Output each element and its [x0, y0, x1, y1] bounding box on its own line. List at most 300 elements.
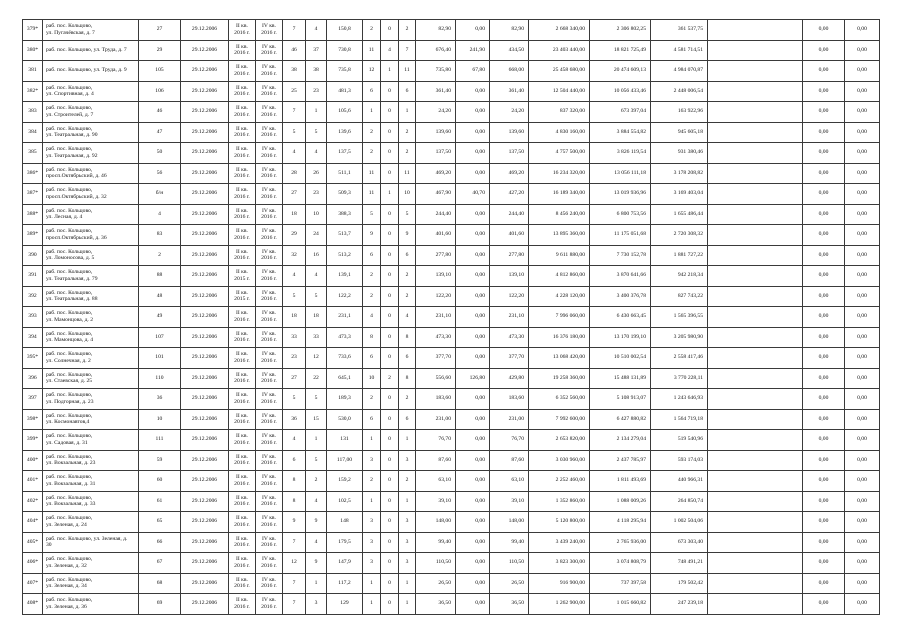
cell-total-area: 159,2	[327, 471, 363, 492]
cell-row-number: 396	[23, 368, 43, 389]
cell-end-quarter: IV кв. 2016 г.	[256, 471, 283, 492]
cell-apartments-total: 2	[363, 20, 381, 41]
cell-permit-date: 29.12.2006	[181, 368, 229, 389]
cell-apartments-municipal: 6	[399, 245, 416, 266]
cell-extra-b: 0,00	[845, 532, 880, 553]
cell-address: раб. пос. Кольцово, просп.Октябрьский, д. 36	[43, 225, 139, 246]
cell-total-area: 179,5	[327, 532, 363, 553]
cell-row-number: 393	[23, 307, 43, 328]
cell-house-number: 29	[139, 40, 181, 61]
cell-total-cost: 4 830 160,00	[529, 122, 590, 143]
cell-end-quarter: IV кв. 2016 г.	[256, 204, 283, 225]
cell-extra-a: 0,00	[803, 430, 845, 451]
cell-extra-b: 0,00	[845, 573, 880, 594]
cell-apartments-private: 0	[381, 204, 399, 225]
cell-extra-a: 0,00	[803, 184, 845, 205]
cell-row-number: 399*	[23, 430, 43, 451]
cell-resettled-count: 4	[306, 20, 327, 41]
cell-start-quarter: II кв. 2015 г.	[229, 286, 256, 307]
cell-extra-a: 0,00	[803, 471, 845, 492]
cell-start-quarter: II кв. 2015 г.	[229, 266, 256, 287]
table-row	[23, 573, 880, 594]
cell-private-area: 0,00	[456, 409, 490, 430]
cell-end-quarter: IV кв. 2016 г.	[256, 143, 283, 164]
cell-total-area: 139,1	[327, 266, 363, 287]
cell-extra-b: 0,00	[845, 512, 880, 533]
cell-emergency-area: 556,60	[416, 368, 456, 389]
cell-budget-cost: 163 922,96	[651, 102, 708, 123]
cell-apartments-private: 0	[381, 266, 399, 287]
cell-apartments-municipal: 2	[399, 389, 416, 410]
cell-apartments-municipal: 4	[399, 307, 416, 328]
table-row	[23, 327, 880, 348]
table-row	[23, 307, 880, 328]
cell-end-quarter: IV кв. 2016 г.	[256, 512, 283, 533]
cell-extra-a: 0,00	[803, 450, 845, 471]
cell-emergency-area: 76,70	[416, 430, 456, 451]
cell-address: раб. пос. Кольцово, ул. Театральная, д. 79	[43, 266, 139, 287]
cell-start-quarter: II кв. 2016 г.	[229, 40, 256, 61]
cell-row-number: 388*	[23, 204, 43, 225]
cell-municipal-area: 139,60	[490, 122, 529, 143]
cell-extra-b: 0,00	[845, 20, 880, 41]
cell-address: раб. пос. Кольцово, ул. Вокзальная, д. 23	[43, 450, 139, 471]
cell-address: раб. пос. Кольцово, ул. Пугачёвская, д. 7	[43, 20, 139, 41]
cell-emergency-area: 137,50	[416, 143, 456, 164]
cell-end-quarter: IV кв. 2016 г.	[256, 389, 283, 410]
table-row	[23, 512, 880, 533]
cell-private-area: 0,00	[456, 532, 490, 553]
cell-end-quarter: IV кв. 2016 г.	[256, 307, 283, 328]
cell-permit-date: 29.12.2006	[181, 573, 229, 594]
cell-residents-count: 5	[283, 286, 306, 307]
cell-permit-date: 29.12.2006	[181, 20, 229, 41]
cell-total-area: 733,6	[327, 348, 363, 369]
cell-extra-b: 0,00	[845, 389, 880, 410]
cell-municipal-area: 122,20	[490, 286, 529, 307]
cell-start-quarter: II кв. 2016 г.	[229, 368, 256, 389]
cell-house-number: 36	[139, 389, 181, 410]
cell-house-number: б/н	[139, 184, 181, 205]
cell-resettled-count: 4	[306, 143, 327, 164]
cell-extra-b: 0,00	[845, 40, 880, 61]
cell-house-number: 88	[139, 266, 181, 287]
cell-apartments-total: 3	[363, 532, 381, 553]
cell-house-number: 101	[139, 348, 181, 369]
cell-end-quarter: IV кв. 2016 г.	[256, 430, 283, 451]
cell-emergency-area: 99,40	[416, 532, 456, 553]
cell-start-quarter: II кв. 2016 г.	[229, 553, 256, 574]
cell-emergency-area: 87,60	[416, 450, 456, 471]
cell-apartments-municipal: 3	[399, 553, 416, 574]
cell-total-area: 117,2	[327, 573, 363, 594]
cell-reserved	[708, 450, 803, 471]
cell-permit-date: 29.12.2006	[181, 122, 229, 143]
cell-reserved	[708, 409, 803, 430]
cell-extra-b: 0,00	[845, 348, 880, 369]
cell-start-quarter: II кв. 2016 г.	[229, 61, 256, 82]
cell-private-area: 0,00	[456, 450, 490, 471]
cell-fund-cost: 10 056 433,46	[590, 81, 651, 102]
cell-fund-cost: 6 800 753,56	[590, 204, 651, 225]
cell-apartments-total: 8	[363, 327, 381, 348]
cell-fund-cost: 1 015 660,82	[590, 594, 651, 615]
cell-permit-date: 29.12.2006	[181, 266, 229, 287]
cell-municipal-area: 148,00	[490, 512, 529, 533]
cell-end-quarter: IV кв. 2016 г.	[256, 266, 283, 287]
cell-total-area: 473,3	[327, 327, 363, 348]
cell-apartments-municipal: 2	[399, 266, 416, 287]
cell-extra-a: 0,00	[803, 143, 845, 164]
cell-apartments-municipal: 3	[399, 512, 416, 533]
cell-residents-count: 23	[283, 348, 306, 369]
cell-row-number: 389*	[23, 225, 43, 246]
table-row	[23, 184, 880, 205]
cell-total-cost: 916 900,00	[529, 573, 590, 594]
cell-municipal-area: 63,10	[490, 471, 529, 492]
cell-resettled-count: 2	[306, 471, 327, 492]
cell-extra-a: 0,00	[803, 225, 845, 246]
cell-municipal-area: 473,30	[490, 327, 529, 348]
cell-private-area: 0,00	[456, 102, 490, 123]
cell-apartments-municipal: 1	[399, 491, 416, 512]
cell-apartments-municipal: 5	[399, 204, 416, 225]
cell-reserved	[708, 81, 803, 102]
cell-apartments-municipal: 9	[399, 225, 416, 246]
cell-reserved	[708, 327, 803, 348]
cell-total-area: 509,3	[327, 184, 363, 205]
cell-residents-count: 25	[283, 81, 306, 102]
cell-budget-cost: 4 984 070,87	[651, 61, 708, 82]
cell-total-cost: 5 120 800,00	[529, 512, 590, 533]
cell-total-area: 147,9	[327, 553, 363, 574]
cell-municipal-area: 26,50	[490, 573, 529, 594]
cell-private-area: 0,00	[456, 163, 490, 184]
cell-apartments-total: 3	[363, 553, 381, 574]
cell-start-quarter: II кв. 2016 г.	[229, 450, 256, 471]
cell-row-number: 391	[23, 266, 43, 287]
cell-apartments-private: 0	[381, 532, 399, 553]
cell-apartments-municipal: 1	[399, 102, 416, 123]
cell-row-number: 394	[23, 327, 43, 348]
cell-fund-cost: 20 474 609,13	[590, 61, 651, 82]
cell-permit-date: 29.12.2006	[181, 594, 229, 615]
cell-extra-a: 0,00	[803, 368, 845, 389]
cell-municipal-area: 82,90	[490, 20, 529, 41]
cell-start-quarter: II кв. 2016 г.	[229, 184, 256, 205]
cell-permit-date: 29.12.2006	[181, 245, 229, 266]
cell-row-number: 401*	[23, 471, 43, 492]
cell-apartments-private: 1	[381, 184, 399, 205]
cell-total-cost: 4 228 120,00	[529, 286, 590, 307]
cell-address: раб. пос. Кольцово, ул. Театральная, д. 92	[43, 143, 139, 164]
cell-apartments-total: 1	[363, 491, 381, 512]
cell-permit-date: 29.12.2006	[181, 81, 229, 102]
cell-budget-cost: 440 966,31	[651, 471, 708, 492]
cell-residents-count: 4	[283, 430, 306, 451]
cell-reserved	[708, 122, 803, 143]
cell-start-quarter: II кв. 2016 г.	[229, 245, 256, 266]
cell-budget-cost: 2 720 308,32	[651, 225, 708, 246]
cell-end-quarter: IV кв. 2016 г.	[256, 327, 283, 348]
cell-apartments-municipal: 2	[399, 122, 416, 143]
cell-apartments-total: 6	[363, 245, 381, 266]
cell-apartments-private: 0	[381, 512, 399, 533]
cell-total-cost: 2 252 460,00	[529, 471, 590, 492]
cell-apartments-private: 0	[381, 348, 399, 369]
cell-total-cost: 8 456 240,00	[529, 204, 590, 225]
cell-fund-cost: 2 306 802,25	[590, 20, 651, 41]
cell-residents-count: 5	[283, 122, 306, 143]
cell-budget-cost: 3 205 980,90	[651, 327, 708, 348]
cell-row-number: 408*	[23, 594, 43, 615]
cell-private-area: 40,70	[456, 184, 490, 205]
cell-row-number: 382*	[23, 81, 43, 102]
cell-emergency-area: 110,50	[416, 553, 456, 574]
cell-fund-cost: 11 175 051,68	[590, 225, 651, 246]
cell-fund-cost: 3 884 554,82	[590, 122, 651, 143]
cell-extra-b: 0,00	[845, 266, 880, 287]
cell-total-area: 388,3	[327, 204, 363, 225]
cell-permit-date: 29.12.2006	[181, 143, 229, 164]
cell-fund-cost: 13 056 111,18	[590, 163, 651, 184]
cell-residents-count: 46	[283, 40, 306, 61]
cell-apartments-private: 0	[381, 430, 399, 451]
cell-start-quarter: II кв. 2016 г.	[229, 20, 256, 41]
cell-extra-a: 0,00	[803, 553, 845, 574]
cell-resettled-count: 1	[306, 430, 327, 451]
cell-extra-a: 0,00	[803, 245, 845, 266]
cell-reserved	[708, 512, 803, 533]
cell-start-quarter: II кв. 2016 г.	[229, 573, 256, 594]
cell-emergency-area: 401,60	[416, 225, 456, 246]
cell-address: раб. пос. Кольцово, ул. Зеленая, д. 30	[43, 532, 139, 553]
cell-apartments-municipal: 11	[399, 61, 416, 82]
cell-end-quarter: IV кв. 2016 г.	[256, 61, 283, 82]
cell-total-cost: 6 352 560,00	[529, 389, 590, 410]
cell-emergency-area: 183,60	[416, 389, 456, 410]
cell-row-number: 407*	[23, 573, 43, 594]
cell-house-number: 50	[139, 143, 181, 164]
cell-residents-count: 5	[283, 389, 306, 410]
cell-apartments-total: 12	[363, 61, 381, 82]
cell-extra-b: 0,00	[845, 61, 880, 82]
cell-end-quarter: IV кв. 2016 г.	[256, 594, 283, 615]
table-row	[23, 450, 880, 471]
cell-resettled-count: 37	[306, 40, 327, 61]
cell-start-quarter: II кв. 2016 г.	[229, 389, 256, 410]
cell-emergency-area: 473,30	[416, 327, 456, 348]
cell-apartments-private: 0	[381, 163, 399, 184]
cell-fund-cost: 1 088 009,26	[590, 491, 651, 512]
cell-reserved	[708, 573, 803, 594]
cell-end-quarter: IV кв. 2016 г.	[256, 102, 283, 123]
cell-house-number: 69	[139, 594, 181, 615]
cell-apartments-private: 0	[381, 143, 399, 164]
cell-address: раб. пос. Кольцово, просп.Октябрьский, д. 46	[43, 163, 139, 184]
cell-row-number: 397	[23, 389, 43, 410]
cell-apartments-municipal: 2	[399, 471, 416, 492]
cell-apartments-total: 3	[363, 512, 381, 533]
cell-municipal-area: 183,60	[490, 389, 529, 410]
cell-emergency-area: 39,10	[416, 491, 456, 512]
cell-resettled-count: 5	[306, 450, 327, 471]
cell-apartments-private: 0	[381, 594, 399, 615]
cell-fund-cost: 3 074 808,79	[590, 553, 651, 574]
cell-budget-cost: 1 002 504,06	[651, 512, 708, 533]
cell-house-number: 48	[139, 286, 181, 307]
cell-reserved	[708, 204, 803, 225]
table-row	[23, 491, 880, 512]
cell-house-number: 61	[139, 491, 181, 512]
cell-apartments-private: 0	[381, 327, 399, 348]
cell-total-area: 730,8	[327, 40, 363, 61]
table-row	[23, 143, 880, 164]
cell-row-number: 383	[23, 102, 43, 123]
cell-fund-cost: 1 811 493,69	[590, 471, 651, 492]
cell-private-area: 0,00	[456, 20, 490, 41]
cell-reserved	[708, 471, 803, 492]
cell-total-cost: 4 757 500,00	[529, 143, 590, 164]
cell-municipal-area: 401,60	[490, 225, 529, 246]
cell-start-quarter: II кв. 2016 г.	[229, 512, 256, 533]
cell-end-quarter: IV кв. 2016 г.	[256, 573, 283, 594]
cell-address: раб. пос. Кольцово, ул. Солнечная, д. 2	[43, 348, 139, 369]
cell-budget-cost: 519 540,96	[651, 430, 708, 451]
cell-budget-cost: 1 565 396,55	[651, 307, 708, 328]
cell-private-area: 67,80	[456, 61, 490, 82]
table-row	[23, 553, 880, 574]
cell-permit-date: 29.12.2006	[181, 389, 229, 410]
cell-municipal-area: 231,10	[490, 307, 529, 328]
cell-private-area: 0,00	[456, 594, 490, 615]
cell-apartments-private: 0	[381, 245, 399, 266]
cell-house-number: 49	[139, 307, 181, 328]
cell-total-cost: 837 320,00	[529, 102, 590, 123]
cell-residents-count: 8	[283, 471, 306, 492]
cell-private-area: 0,00	[456, 573, 490, 594]
cell-extra-b: 0,00	[845, 409, 880, 430]
cell-budget-cost: 827 743,22	[651, 286, 708, 307]
cell-total-cost: 2 653 820,00	[529, 430, 590, 451]
cell-row-number: 404*	[23, 512, 43, 533]
cell-extra-a: 0,00	[803, 348, 845, 369]
table-body	[23, 20, 880, 615]
cell-address: раб. пос. Кольцово, просп.Октябрьский, д. 32	[43, 184, 139, 205]
cell-reserved	[708, 553, 803, 574]
cell-extra-a: 0,00	[803, 204, 845, 225]
cell-emergency-area: 377,70	[416, 348, 456, 369]
cell-fund-cost: 6 427 880,82	[590, 409, 651, 430]
cell-budget-cost: 945 605,18	[651, 122, 708, 143]
cell-apartments-total: 5	[363, 204, 381, 225]
cell-permit-date: 29.12.2006	[181, 40, 229, 61]
cell-reserved	[708, 286, 803, 307]
cell-total-cost: 3 030 960,00	[529, 450, 590, 471]
cell-permit-date: 29.12.2006	[181, 409, 229, 430]
cell-private-area: 0,00	[456, 225, 490, 246]
cell-municipal-area: 76,70	[490, 430, 529, 451]
cell-apartments-municipal: 10	[399, 184, 416, 205]
cell-apartments-total: 1	[363, 430, 381, 451]
cell-apartments-private: 0	[381, 553, 399, 574]
cell-apartments-municipal: 2	[399, 20, 416, 41]
cell-address: раб. пос. Кольцово, ул. Ломоносова, д. 5	[43, 245, 139, 266]
cell-resettled-count: 4	[306, 266, 327, 287]
cell-municipal-area: 139,10	[490, 266, 529, 287]
cell-house-number: 68	[139, 573, 181, 594]
cell-row-number: 384	[23, 122, 43, 143]
cell-apartments-private: 0	[381, 102, 399, 123]
cell-house-number: 110	[139, 368, 181, 389]
cell-address: раб. пос. Кольцово, ул. Вокзальная, д. 33	[43, 491, 139, 512]
cell-total-area: 231,1	[327, 307, 363, 328]
cell-start-quarter: II кв. 2016 г.	[229, 163, 256, 184]
cell-private-area: 0,00	[456, 122, 490, 143]
table-row	[23, 471, 880, 492]
cell-address: раб. пос. Кольцово, ул. Мамонцова, д. 2	[43, 307, 139, 328]
cell-total-area: 530,0	[327, 409, 363, 430]
cell-fund-cost: 737 397,58	[590, 573, 651, 594]
cell-private-area: 0,00	[456, 266, 490, 287]
cell-row-number: 380*	[23, 40, 43, 61]
cell-apartments-municipal: 6	[399, 348, 416, 369]
cell-extra-b: 0,00	[845, 122, 880, 143]
cell-apartments-private: 0	[381, 471, 399, 492]
cell-row-number: 386*	[23, 163, 43, 184]
cell-total-cost: 13 895 360,00	[529, 225, 590, 246]
table-row	[23, 225, 880, 246]
table-row	[23, 61, 880, 82]
cell-extra-b: 0,00	[845, 471, 880, 492]
cell-fund-cost: 4 118 295,94	[590, 512, 651, 533]
cell-budget-cost: 4 581 714,51	[651, 40, 708, 61]
cell-budget-cost: 1 881 727,22	[651, 245, 708, 266]
cell-budget-cost: 748 491,21	[651, 553, 708, 574]
cell-address: раб. пос. Кольцово, ул. Зеленая, д. 34	[43, 573, 139, 594]
cell-budget-cost: 3 178 208,82	[651, 163, 708, 184]
cell-apartments-private: 0	[381, 573, 399, 594]
cell-apartments-municipal: 3	[399, 532, 416, 553]
cell-resettled-count: 22	[306, 368, 327, 389]
cell-extra-a: 0,00	[803, 594, 845, 615]
cell-resettled-count: 10	[306, 204, 327, 225]
cell-apartments-municipal: 2	[399, 143, 416, 164]
cell-house-number: 27	[139, 20, 181, 41]
cell-reserved	[708, 225, 803, 246]
cell-fund-cost: 5 108 913,07	[590, 389, 651, 410]
cell-row-number: 400*	[23, 450, 43, 471]
cell-private-area: 0,00	[456, 348, 490, 369]
cell-resettled-count: 3	[306, 594, 327, 615]
cell-address: раб. пос. Кольцово, ул. Театральная, д. 90	[43, 122, 139, 143]
cell-emergency-area: 36,50	[416, 594, 456, 615]
cell-apartments-total: 10	[363, 368, 381, 389]
cell-residents-count: 4	[283, 143, 306, 164]
cell-permit-date: 29.12.2006	[181, 512, 229, 533]
cell-extra-b: 0,00	[845, 553, 880, 574]
table-row	[23, 286, 880, 307]
cell-resettled-count: 9	[306, 512, 327, 533]
cell-end-quarter: IV кв. 2016 г.	[256, 368, 283, 389]
cell-budget-cost: 1 243 646,93	[651, 389, 708, 410]
cell-address: раб. пос. Кольцово, ул. Садовая, д. 31	[43, 430, 139, 451]
cell-private-area: 0,00	[456, 81, 490, 102]
table-row	[23, 102, 880, 123]
table-row	[23, 409, 880, 430]
cell-total-cost: 3 439 240,00	[529, 532, 590, 553]
cell-municipal-area: 377,70	[490, 348, 529, 369]
